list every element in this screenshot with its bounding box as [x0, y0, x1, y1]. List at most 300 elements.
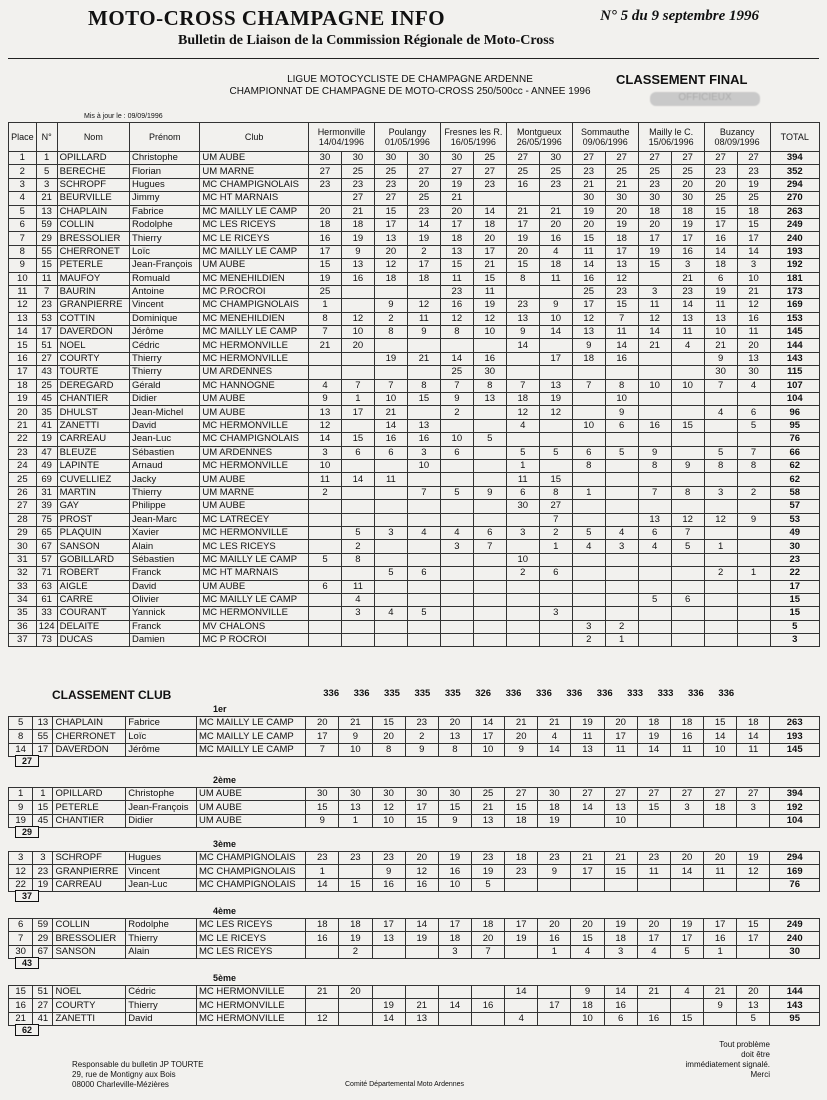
rider-points: 16	[538, 932, 571, 945]
rider-total: 294	[770, 852, 820, 865]
rider-place: 1	[9, 788, 33, 801]
rider-points: 5	[670, 945, 703, 958]
rider-club: MC LATRECEY	[200, 513, 309, 526]
rider-points	[704, 593, 737, 606]
rider-points: 11	[737, 743, 770, 756]
rider-points: 3	[704, 486, 737, 499]
rider-total: 169	[770, 299, 819, 312]
rider-points: 13	[341, 259, 374, 272]
rider-points: 25	[704, 192, 737, 205]
rider-place: 6	[9, 919, 33, 932]
rider-points: 17	[538, 999, 571, 1012]
rider-prenom: Jérôme	[126, 743, 197, 756]
race-date: 08/09/1996	[714, 137, 760, 147]
rider-points	[538, 1012, 571, 1025]
rider-points: 15	[506, 259, 539, 272]
bulletin-title: MOTO-CROSS CHAMPAGNE INFO	[88, 6, 446, 30]
rider-number: 53	[36, 312, 57, 325]
rider-points	[572, 567, 605, 580]
rider-number: 13	[36, 205, 57, 218]
rider-points: 21	[341, 205, 374, 218]
standings-table	[8, 122, 820, 647]
rider-points: 18	[341, 218, 374, 231]
rider-points	[704, 1012, 737, 1025]
rider-points: 27	[737, 152, 770, 165]
club-rank-label: 1er	[213, 704, 227, 714]
rider-points: 20	[306, 717, 339, 730]
rider-row	[9, 419, 820, 432]
club-ranking-title: CLASSEMENT CLUB	[52, 688, 172, 702]
rider-points: 27	[341, 192, 374, 205]
rider-club: UM AUBE	[197, 801, 306, 814]
rider-points	[538, 878, 571, 891]
rider-points: 18	[704, 801, 737, 814]
race-date: 01/05/1996	[384, 137, 430, 147]
rider-points: 25	[341, 165, 374, 178]
rider-points	[339, 1012, 372, 1025]
rider-points	[671, 500, 704, 513]
rider-nom: BLEUZE	[57, 446, 129, 459]
rider-points: 14	[605, 339, 638, 352]
rider-place: 6	[9, 218, 37, 231]
rider-points: 1	[572, 486, 605, 499]
rider-points	[671, 406, 704, 419]
rider-points: 4	[572, 540, 605, 553]
rider-points	[341, 634, 374, 647]
rider-points: 7	[539, 513, 572, 526]
rider-club: MC LES RICEYS	[200, 540, 309, 553]
rider-points: 5	[704, 446, 737, 459]
rider-points: 12	[506, 406, 539, 419]
rider-points: 6	[341, 446, 374, 459]
rider-total: 107	[770, 379, 819, 392]
rider-nom: PROST	[57, 513, 129, 526]
rider-points: 15	[737, 218, 770, 231]
rider-points: 4	[571, 945, 604, 958]
rider-points: 1	[539, 540, 572, 553]
rider-points: 16	[440, 299, 473, 312]
rider-points	[308, 607, 341, 620]
rider-nom: AIGLE	[57, 580, 129, 593]
rider-points: 30	[438, 788, 471, 801]
rider-total: 15	[770, 593, 819, 606]
rider-points	[407, 620, 440, 633]
rider-row	[9, 218, 820, 231]
rider-points: 13	[604, 801, 637, 814]
rider-points: 7	[471, 945, 504, 958]
rider-club: MC HERMONVILLE	[197, 1012, 306, 1025]
rider-number: 57	[36, 553, 57, 566]
rider-points: 23	[638, 178, 671, 191]
rider-points: 5	[605, 446, 638, 459]
rider-points: 13	[671, 312, 704, 325]
rider-number: 39	[36, 500, 57, 513]
rider-points	[407, 580, 440, 593]
rider-place: 33	[9, 580, 37, 593]
rider-points	[572, 593, 605, 606]
rider-points: 20	[737, 986, 770, 999]
rider-points	[671, 607, 704, 620]
rider-points: 19	[405, 932, 438, 945]
rider-nom: BRESSOLIER	[53, 932, 126, 945]
rider-points: 6	[671, 593, 704, 606]
rider-points: 18	[670, 717, 703, 730]
club-rank-label: 5ème	[213, 973, 237, 983]
rider-points: 19	[339, 932, 372, 945]
rider-number: 5	[36, 165, 57, 178]
rider-prenom: Rodolphe	[130, 218, 200, 231]
rider-prenom: Vincent	[126, 865, 197, 878]
rider-number: 55	[33, 730, 53, 743]
rider-points: 30	[407, 152, 440, 165]
officieux-stamp: OFFICIEUX	[650, 92, 760, 106]
rider-points: 2	[407, 245, 440, 258]
rider-points: 20	[637, 919, 670, 932]
rider-points: 16	[372, 878, 405, 891]
rider-points	[638, 553, 671, 566]
rider-points: 12	[737, 865, 770, 878]
rider-points: 11	[670, 743, 703, 756]
col-race	[440, 123, 506, 152]
rider-prenom: Jean-Luc	[126, 878, 197, 891]
rider-points: 23	[538, 852, 571, 865]
rider-points: 12	[306, 1012, 339, 1025]
rider-points	[737, 393, 770, 406]
rider-points: 15	[374, 205, 407, 218]
rider-total: 394	[770, 152, 819, 165]
rider-points	[704, 419, 737, 432]
rider-points	[571, 878, 604, 891]
rider-points: 14	[704, 730, 737, 743]
rider-points: 2	[440, 406, 473, 419]
rider-nom: SCHROPF	[53, 852, 126, 865]
rider-points	[506, 540, 539, 553]
rider-points	[605, 607, 638, 620]
rider-number: 59	[36, 218, 57, 231]
rider-points: 23	[473, 178, 506, 191]
rider-points	[671, 366, 704, 379]
rider-points	[473, 567, 506, 580]
rider-club: UM AUBE	[200, 580, 309, 593]
rider-points: 11	[572, 245, 605, 258]
rider-points: 16	[671, 245, 704, 258]
rider-prenom: David	[126, 1012, 197, 1025]
rider-points: 30	[538, 788, 571, 801]
rider-points	[374, 513, 407, 526]
rider-nom: CHANTIER	[57, 393, 129, 406]
rider-points: 4	[737, 379, 770, 392]
rider-points	[341, 352, 374, 365]
rider-club: MC CHAMPIGNOLAIS	[200, 178, 309, 191]
rider-points: 6	[605, 419, 638, 432]
rider-total: 240	[770, 932, 820, 945]
club-group-table	[8, 918, 820, 959]
rider-place: 1	[9, 152, 37, 165]
rider-points: 18	[471, 919, 504, 932]
rider-points: 14	[538, 743, 571, 756]
rider-points: 18	[638, 205, 671, 218]
rider-points: 19	[471, 865, 504, 878]
rider-points: 19	[341, 232, 374, 245]
rider-row	[9, 919, 820, 932]
rider-nom: CHAPLAIN	[57, 205, 129, 218]
rider-place: 3	[9, 852, 33, 865]
rider-points	[506, 580, 539, 593]
rider-club: MC HERMONVILLE	[200, 352, 309, 365]
rider-points: 21	[538, 717, 571, 730]
rider-points: 20	[638, 218, 671, 231]
rider-points	[572, 607, 605, 620]
rider-row	[9, 393, 820, 406]
rider-points: 6	[308, 580, 341, 593]
rider-points: 23	[374, 178, 407, 191]
rider-points: 7	[737, 446, 770, 459]
rider-points: 20	[704, 852, 737, 865]
rider-points: 21	[704, 986, 737, 999]
rider-points	[341, 419, 374, 432]
rider-points	[407, 553, 440, 566]
rider-place: 19	[9, 814, 33, 827]
rider-points: 15	[407, 393, 440, 406]
rider-total: 145	[770, 743, 820, 756]
rider-club: MC P.ROCROI	[200, 285, 309, 298]
rider-points: 19	[638, 245, 671, 258]
rider-points	[440, 500, 473, 513]
rider-club: MC MAILLY LE CAMP	[197, 730, 306, 743]
rider-place: 23	[9, 446, 37, 459]
rider-points	[341, 500, 374, 513]
rider-points: 15	[637, 801, 670, 814]
rider-points: 6	[737, 406, 770, 419]
club-total-value: 333	[657, 688, 674, 699]
col-club: Club	[200, 123, 309, 152]
rider-prenom: Hugues	[126, 852, 197, 865]
rider-points: 10	[374, 393, 407, 406]
rider-prenom: Jimmy	[130, 192, 200, 205]
rider-points	[638, 272, 671, 285]
rider-number: 3	[36, 178, 57, 191]
rider-points: 5	[638, 593, 671, 606]
rider-points: 5	[341, 526, 374, 539]
rider-prenom: Gérald	[130, 379, 200, 392]
rider-points	[308, 352, 341, 365]
rider-total: 22	[770, 567, 819, 580]
rider-points	[473, 473, 506, 486]
rider-points: 17	[637, 932, 670, 945]
rider-points: 18	[671, 205, 704, 218]
rider-points	[374, 285, 407, 298]
rider-points: 7	[374, 379, 407, 392]
rider-points	[506, 433, 539, 446]
rider-points: 18	[473, 218, 506, 231]
rider-points: 13	[571, 743, 604, 756]
rider-points: 27	[407, 165, 440, 178]
rider-points	[539, 553, 572, 566]
rider-points: 10	[471, 743, 504, 756]
rider-points: 21	[638, 339, 671, 352]
rider-points: 18	[505, 814, 538, 827]
rider-total: 294	[770, 178, 819, 191]
rider-place: 15	[9, 339, 37, 352]
rider-nom: ROBERT	[57, 567, 129, 580]
rider-points: 21	[339, 717, 372, 730]
rider-points: 20	[405, 852, 438, 865]
rider-points	[473, 406, 506, 419]
rider-points: 3	[341, 607, 374, 620]
rider-points	[704, 878, 737, 891]
rider-points	[374, 339, 407, 352]
rider-points: 21	[506, 205, 539, 218]
rider-place: 21	[9, 419, 37, 432]
rider-points: 4	[637, 945, 670, 958]
rider-place: 13	[9, 312, 37, 325]
rider-points: 30	[506, 500, 539, 513]
rider-prenom: Jean-Marc	[130, 513, 200, 526]
rider-row	[9, 567, 820, 580]
rider-points: 16	[638, 419, 671, 432]
rider-points	[737, 553, 770, 566]
rider-points	[737, 433, 770, 446]
rider-points: 5	[407, 607, 440, 620]
rider-points	[605, 366, 638, 379]
rider-points	[308, 192, 341, 205]
rider-place: 35	[9, 607, 37, 620]
rider-points: 30	[572, 192, 605, 205]
rider-total: 181	[770, 272, 819, 285]
rider-nom: COURANT	[57, 607, 129, 620]
rider-points: 20	[374, 245, 407, 258]
rider-points	[440, 634, 473, 647]
rider-number: 19	[33, 878, 53, 891]
rider-points: 18	[605, 232, 638, 245]
club-total-value: 336	[596, 688, 613, 699]
rider-points: 15	[571, 932, 604, 945]
rider-points: 17	[505, 919, 538, 932]
rider-points: 1	[704, 945, 737, 958]
col-number: N°	[36, 123, 57, 152]
rider-points: 8	[539, 486, 572, 499]
rider-points: 27	[604, 788, 637, 801]
club-sum-box: 27	[15, 755, 39, 767]
rider-points	[440, 620, 473, 633]
rider-club: MC CHAMPIGNOLAIS	[197, 878, 306, 891]
club-group-table	[8, 851, 820, 892]
rider-nom: CARREAU	[57, 433, 129, 446]
rider-row	[9, 473, 820, 486]
rider-prenom: Didier	[130, 393, 200, 406]
race-name: Hermonville	[317, 127, 366, 137]
rider-points: 4	[538, 730, 571, 743]
rider-points	[539, 620, 572, 633]
rider-points	[341, 285, 374, 298]
rider-points	[670, 878, 703, 891]
rider-points: 9	[539, 299, 572, 312]
rider-row	[9, 379, 820, 392]
rider-points: 4	[505, 1012, 538, 1025]
rider-points	[374, 580, 407, 593]
rider-points: 20	[737, 339, 770, 352]
rider-points: 17	[638, 232, 671, 245]
rider-nom: GRANPIERRE	[53, 865, 126, 878]
rider-points: 16	[604, 999, 637, 1012]
rider-points: 27	[637, 788, 670, 801]
rider-points: 16	[374, 433, 407, 446]
rider-place: 25	[9, 473, 37, 486]
rider-row	[9, 272, 820, 285]
rider-club: MC MAILLY LE CAMP	[200, 553, 309, 566]
rider-points	[341, 620, 374, 633]
rider-points	[440, 419, 473, 432]
rider-club: UM AUBE	[200, 152, 309, 165]
rider-total: 5	[770, 620, 819, 633]
rider-points	[506, 607, 539, 620]
rider-points: 17	[306, 730, 339, 743]
rider-prenom: Fabrice	[130, 205, 200, 218]
rider-points: 7	[704, 379, 737, 392]
rider-number: 15	[36, 259, 57, 272]
rider-row	[9, 312, 820, 325]
rider-points: 21	[471, 801, 504, 814]
rider-row	[9, 259, 820, 272]
rider-number: 27	[33, 999, 53, 1012]
rider-number: 41	[36, 419, 57, 432]
rider-points	[473, 513, 506, 526]
club-total-value: 335	[444, 688, 461, 699]
rider-points: 27	[605, 152, 638, 165]
rider-total: 263	[770, 717, 820, 730]
rider-points	[308, 567, 341, 580]
rider-points: 15	[704, 717, 737, 730]
rider-points: 16	[471, 999, 504, 1012]
rider-points: 9	[704, 999, 737, 1012]
rider-points: 13	[438, 730, 471, 743]
rider-points: 23	[339, 852, 372, 865]
rider-row	[9, 526, 820, 539]
rider-points: 8	[440, 326, 473, 339]
rider-points: 11	[407, 312, 440, 325]
rider-points: 11	[374, 473, 407, 486]
rider-points: 6	[572, 446, 605, 459]
rider-nom: COURTY	[53, 999, 126, 1012]
rider-prenom: Olivier	[130, 593, 200, 606]
rider-points: 30	[737, 366, 770, 379]
rider-prenom: Jérôme	[130, 326, 200, 339]
rider-points	[737, 473, 770, 486]
rider-nom: GAY	[57, 500, 129, 513]
rider-total: 17	[770, 580, 819, 593]
rider-points: 3	[671, 259, 704, 272]
rider-points: 18	[572, 352, 605, 365]
rider-points: 20	[308, 205, 341, 218]
rider-points	[506, 192, 539, 205]
rider-place: 36	[9, 620, 37, 633]
rider-total: 62	[770, 473, 819, 486]
rider-points	[638, 567, 671, 580]
rider-points: 15	[572, 232, 605, 245]
rider-number: 21	[36, 192, 57, 205]
rider-points	[440, 553, 473, 566]
rider-points	[671, 473, 704, 486]
rider-points	[571, 814, 604, 827]
rider-points: 9	[737, 513, 770, 526]
rider-prenom: Philippe	[130, 500, 200, 513]
rider-points: 19	[637, 730, 670, 743]
rider-place: 37	[9, 634, 37, 647]
rider-points: 5	[671, 540, 704, 553]
rider-points: 4	[374, 607, 407, 620]
rider-points: 7	[671, 526, 704, 539]
rider-points	[572, 473, 605, 486]
